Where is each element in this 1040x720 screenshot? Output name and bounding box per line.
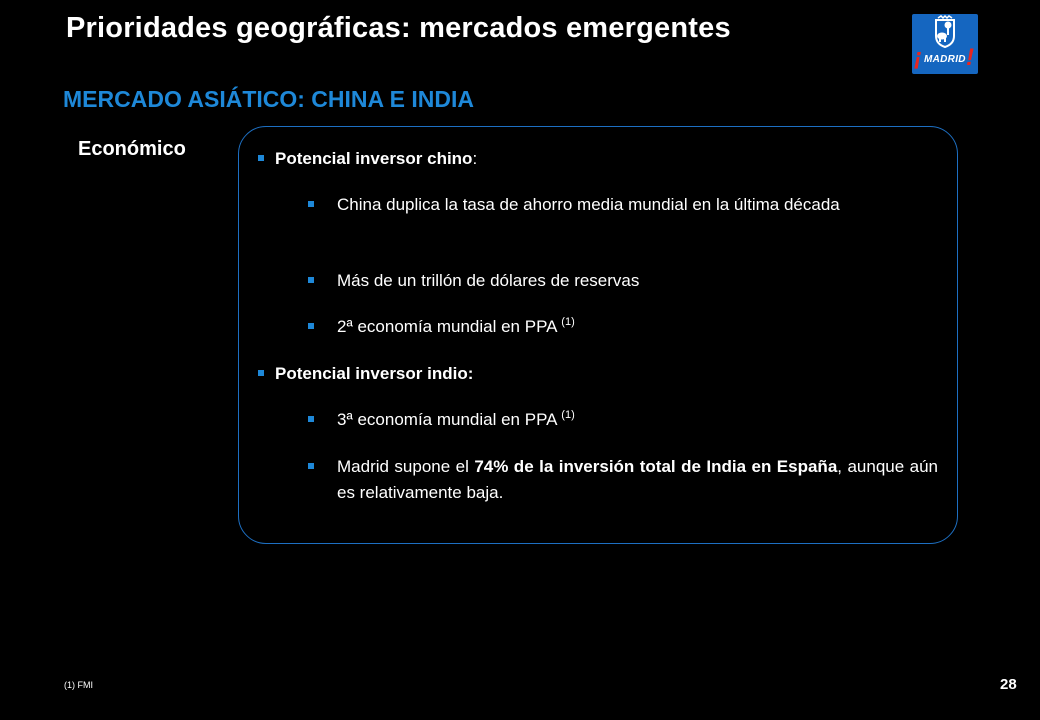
china-item-2-text: Más de un trillón de dólares de reservas (337, 271, 640, 290)
china-heading-colon: : (472, 149, 478, 168)
china-item-1-text: China duplica la tasa de ahorro media mundial en la última década (337, 195, 840, 214)
bullet-icon (258, 155, 264, 161)
madrid-text-post: , aunque aún es relativamente baja. (337, 457, 939, 502)
category-label: Económico (78, 138, 186, 160)
bullet-icon (308, 323, 314, 329)
list-item-china-heading (258, 146, 938, 172)
page-title: Prioridades geográficas: mercados emergentes (66, 12, 731, 44)
logo-text: MADRID (924, 54, 966, 65)
madrid-text-bold: 74% de la inversión total de India en España (474, 457, 838, 476)
list-item-india-1 (308, 407, 938, 433)
footnote: (1) FMI (64, 680, 93, 690)
list-item-india-heading (258, 361, 938, 387)
footnote-ref: (1) (561, 409, 575, 421)
page-number: 28 (1000, 676, 1017, 693)
china-item-3-text: 2ª economía mundial en PPA (337, 317, 557, 336)
bullet-icon (308, 416, 314, 422)
india-heading: Potencial inversor indio: (275, 364, 474, 383)
madrid-logo (912, 14, 978, 74)
bullet-icon (308, 277, 314, 283)
list-item-china-3 (308, 314, 938, 340)
logo-close-excl: ! (966, 44, 974, 71)
bullet-icon (258, 370, 264, 376)
list-item-india-2 (308, 454, 938, 506)
list-item-china-2 (308, 268, 938, 294)
bullet-icon (308, 201, 314, 207)
china-heading: Potencial inversor chino (275, 149, 473, 168)
footnote-ref: (1) (561, 316, 575, 328)
list-item-china-1 (308, 192, 938, 218)
india-item-1-text: 3ª economía mundial en PPA (337, 410, 557, 429)
madrid-text-pre: Madrid supone el (337, 457, 475, 476)
section-subtitle: MERCADO ASIÁTICO: CHINA E INDIA (63, 86, 475, 112)
bullet-icon (308, 463, 314, 469)
logo-open-excl: ¡ (914, 44, 922, 71)
